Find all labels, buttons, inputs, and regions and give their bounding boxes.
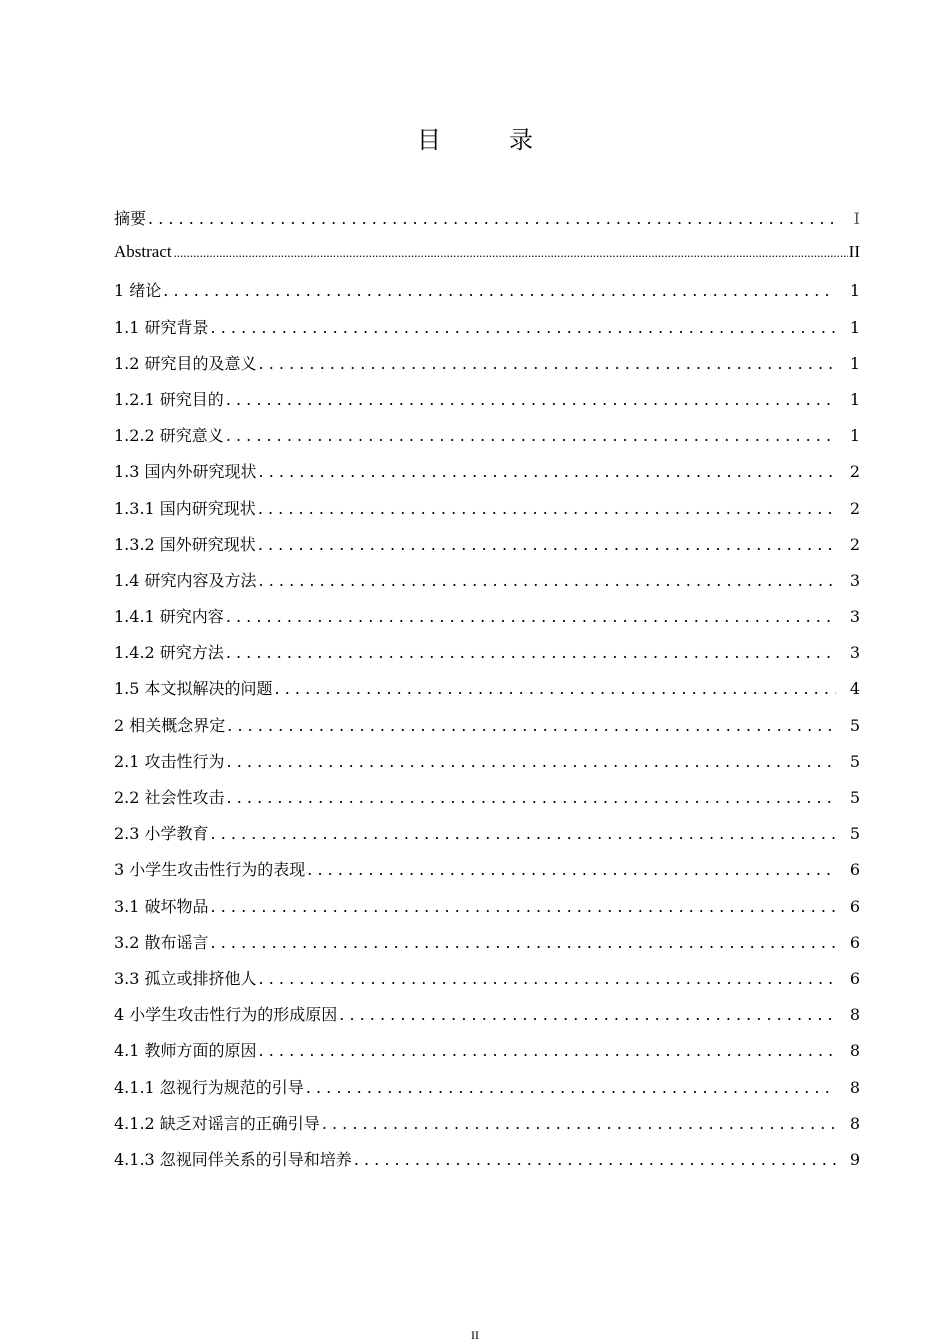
toc-leader-dots bbox=[226, 643, 836, 662]
toc-entry[interactable] bbox=[114, 1038, 860, 1074]
toc-leader-dots bbox=[226, 426, 836, 445]
toc-leader-dots bbox=[211, 318, 836, 337]
table-of-contents bbox=[114, 206, 860, 1183]
toc-entry-page: 3 bbox=[849, 570, 860, 590]
toc-leader-dots bbox=[306, 1078, 836, 1097]
toc-entry[interactable] bbox=[114, 1147, 860, 1183]
toc-entry[interactable] bbox=[114, 532, 860, 568]
toc-leader-dots bbox=[259, 1041, 836, 1060]
toc-entry-page: 6 bbox=[849, 860, 860, 880]
toc-entry[interactable] bbox=[114, 857, 860, 893]
toc-entry-page: II bbox=[848, 242, 860, 262]
toc-leader-dots bbox=[339, 1005, 836, 1024]
toc-leader-dots bbox=[259, 354, 836, 373]
toc-entry[interactable] bbox=[114, 930, 860, 966]
toc-entry-page: 4 bbox=[849, 679, 860, 699]
toc-leader-dots bbox=[174, 242, 848, 262]
toc-entry-label: 4 小学生攻击性行为的形成原因 bbox=[114, 1005, 338, 1025]
toc-entry-page: 1 bbox=[849, 353, 860, 373]
toc-entry-page: 6 bbox=[849, 896, 860, 916]
toc-entry-label: 1.3 国内外研究现状 bbox=[114, 462, 257, 482]
toc-entry-page: 6 bbox=[849, 932, 860, 952]
toc-entry-label: 1.3.1 国内研究现状 bbox=[114, 498, 256, 518]
toc-entry-label: 2.2 社会性攻击 bbox=[114, 788, 225, 807]
toc-entry[interactable] bbox=[114, 1002, 860, 1038]
toc-entry-label: 1.1 研究背景 bbox=[114, 317, 209, 337]
toc-entry[interactable] bbox=[114, 387, 860, 423]
toc-entry-label: 3 小学生攻击性行为的表现 bbox=[114, 860, 306, 880]
toc-entry-page: 6 bbox=[849, 968, 860, 988]
toc-leader-dots bbox=[227, 716, 836, 735]
toc-entry-page: 8 bbox=[849, 1113, 860, 1133]
toc-entry-page: 5 bbox=[849, 715, 860, 735]
toc-entry-label: 1.2.2 研究意义 bbox=[114, 426, 224, 446]
toc-entry[interactable] bbox=[114, 242, 860, 278]
toc-entry[interactable] bbox=[114, 676, 860, 712]
toc-entry[interactable] bbox=[114, 496, 860, 532]
toc-entry-page: 9 bbox=[849, 1149, 860, 1169]
toc-entry-page: 2 bbox=[849, 534, 860, 554]
toc-entry-page: 1 bbox=[849, 317, 860, 337]
toc-entry-page: 1 bbox=[849, 389, 860, 409]
toc-leader-dots bbox=[227, 788, 836, 807]
toc-entry-page: Ⅰ bbox=[853, 209, 860, 228]
toc-entry[interactable] bbox=[114, 459, 860, 495]
toc-entry[interactable] bbox=[114, 1075, 860, 1111]
toc-leader-dots bbox=[211, 933, 836, 952]
toc-entry[interactable] bbox=[114, 966, 860, 1002]
toc-entry-page: 5 bbox=[849, 824, 860, 844]
toc-entry-label: 4.1.3 忽视同伴关系的引导和培养 bbox=[114, 1149, 352, 1169]
toc-entry[interactable] bbox=[114, 278, 860, 314]
toc-leader-dots bbox=[354, 1150, 836, 1169]
toc-entry[interactable] bbox=[114, 713, 860, 749]
toc-leader-dots bbox=[148, 209, 836, 228]
toc-entry-page: 8 bbox=[849, 1077, 860, 1097]
toc-entry-page: 8 bbox=[849, 1005, 860, 1025]
page-title: 目 录 bbox=[417, 126, 555, 154]
toc-entry-label: 2.1 攻击性行为 bbox=[114, 751, 225, 771]
toc-leader-dots bbox=[259, 969, 836, 988]
toc-entry[interactable] bbox=[114, 821, 860, 857]
toc-entry-page: 8 bbox=[849, 1041, 860, 1061]
toc-leader-dots bbox=[163, 281, 836, 300]
toc-entry-label: 摘要 bbox=[114, 209, 147, 228]
toc-entry-label: 1 绪论 bbox=[114, 281, 162, 301]
toc-entry-page: 5 bbox=[849, 788, 860, 807]
toc-leader-dots bbox=[259, 571, 836, 590]
toc-leader-dots bbox=[227, 752, 836, 771]
toc-entry-label: 1.2.1 研究目的 bbox=[114, 389, 224, 409]
toc-leader-dots bbox=[322, 1114, 836, 1133]
toc-leader-dots bbox=[226, 607, 836, 626]
toc-entry[interactable] bbox=[114, 785, 860, 821]
toc-entry-label: 1.2 研究目的及意义 bbox=[114, 353, 257, 373]
toc-entry-label: Abstract bbox=[114, 242, 172, 262]
toc-entry-label: 1.3.2 国外研究现状 bbox=[114, 534, 256, 554]
toc-entry[interactable] bbox=[114, 894, 860, 930]
toc-entry-label: 1.4.1 研究内容 bbox=[114, 607, 224, 627]
toc-entry-label: 3.1 破坏物品 bbox=[114, 896, 209, 916]
toc-leader-dots bbox=[307, 860, 836, 879]
toc-entry-label: 2 相关概念界定 bbox=[114, 715, 226, 735]
toc-entry-label: 4.1.1 忽视行为规范的引导 bbox=[114, 1077, 304, 1097]
toc-entry-label: 2.3 小学教育 bbox=[114, 824, 209, 844]
toc-leader-dots bbox=[258, 499, 836, 518]
toc-leader-dots bbox=[211, 897, 836, 916]
toc-entry[interactable] bbox=[114, 749, 860, 785]
toc-entry-page: 3 bbox=[849, 607, 860, 627]
toc-entry[interactable] bbox=[114, 423, 860, 459]
toc-entry[interactable] bbox=[114, 1111, 860, 1147]
toc-entry-label: 1.5 本文拟解决的问题 bbox=[114, 679, 273, 699]
toc-entry-label: 4.1.2 缺乏对谣言的正确引导 bbox=[114, 1113, 320, 1133]
page-number: II bbox=[471, 1328, 479, 1342]
toc-leader-dots bbox=[226, 390, 836, 409]
toc-entry[interactable] bbox=[114, 568, 860, 604]
toc-entry-page: 3 bbox=[849, 643, 860, 663]
toc-entry-page: 5 bbox=[849, 751, 860, 771]
toc-entry[interactable] bbox=[114, 640, 860, 676]
toc-entry[interactable] bbox=[114, 206, 860, 242]
toc-entry-label: 1.4 研究内容及方法 bbox=[114, 570, 257, 590]
toc-entry-label: 3.2 散布谣言 bbox=[114, 932, 209, 952]
toc-entry[interactable] bbox=[114, 604, 860, 640]
toc-entry-page: 2 bbox=[849, 462, 860, 482]
toc-entry[interactable] bbox=[114, 351, 860, 387]
toc-leader-dots bbox=[275, 679, 836, 698]
toc-entry-page: 1 bbox=[849, 281, 860, 301]
toc-leader-dots bbox=[258, 535, 836, 554]
toc-entry-label: 4.1 教师方面的原因 bbox=[114, 1041, 257, 1061]
toc-leader-dots bbox=[259, 462, 836, 481]
toc-leader-dots bbox=[211, 824, 836, 843]
toc-entry-page: 2 bbox=[849, 498, 860, 518]
toc-entry-label: 1.4.2 研究方法 bbox=[114, 643, 224, 663]
toc-entry-label: 3.3 孤立或排挤他人 bbox=[114, 968, 257, 988]
toc-entry[interactable] bbox=[114, 315, 860, 351]
toc-entry-page: 1 bbox=[849, 426, 860, 446]
